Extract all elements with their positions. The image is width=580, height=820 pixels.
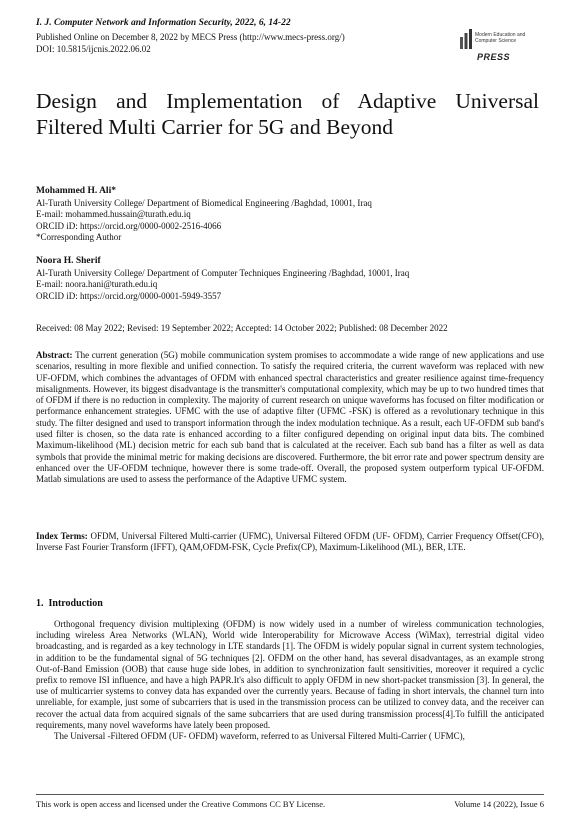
author-orcid[interactable]: ORCID iD: https://orcid.org/0000-0001-5949-3557 — [36, 290, 222, 301]
paper-title: Design and Implementation of Adaptive Universal Filtered Multi Carrier for 5G and Beyond — [36, 89, 539, 139]
author-affiliation: Al-Turath University College/ Department of Computer Techniques Engineering /Baghdad, 10001, Iraq — [36, 267, 410, 278]
license-note: This work is open access and licensed under the Creative Commons CC BY License. — [36, 799, 326, 809]
author-name: Noora H. Sherif — [36, 256, 101, 266]
mecs-press-logo — [458, 22, 538, 68]
body-paragraph: The Universal -Filtered OFDM (UF- OFDM) waveform, referred to as Universal Filtered Multi-Carrier ( UFMC), — [54, 731, 465, 742]
abstract — [36, 350, 544, 486]
section-number: 1. — [36, 598, 44, 609]
author-name: Mohammed H. Ali* — [36, 186, 116, 196]
author-affiliation: Al-Turath University College/ Department of Biomedical Engineering /Baghdad, 10001, Iraq — [36, 197, 372, 208]
footer-divider — [36, 794, 544, 795]
abstract-text: The current generation (5G) mobile communication system promises to accommodate a wide range of new applications and use scenarios, resulting in more flexible and unified connection. To satisfy the required criteria, the current waveform was replaced with new UF-OFDM, which combines the advantages of OFDM with enhanced spectral characteristics and greater resilience against time-frequency misalignments. However, its biggest disadvantage is the transmitter's computational complexity, which may be up to two hundred times that of OFDM if there is no reduction in complexity. The majority of current research on unique waveforms has focused on filter modification or performance enhancement strategies. UFMC with the use of adaptive filter (UFMC -FSK) is offered as a revolutionary technique in this study. The filter designed and used to transport information through the index modulation technique. As a result, each UF-OFDM sub band's used filter is chosen, so the data rate is enhanced according to a filter configured depending on original input data bits. The combined Maximum-likelihood (ML) decision metric for each sub band that is calculated at the receiver. Each sub band has a filter as well as data symbols that provide the minimal metric for making decisions are discovered. Furthermore, the bit error rate and power spectrum density are enhanced over the UF-OFDM technique, however there is some trade-off. Overall, the proposed system outperform typical UF-OFDM. Matlab simulations are used to assess the performance of the Adaptive UFMC system. — [36, 350, 544, 485]
index-terms — [36, 531, 544, 554]
section-title: Introduction — [48, 598, 103, 609]
abstract-label: Abstract: — [36, 350, 73, 360]
article-dates: Received: 08 May 2022; Revised: 19 September 2022; Accepted: 14 October 2022; Published: 08 December 2022 — [36, 323, 448, 333]
publisher-name: Modern Education and Computer Science — [475, 32, 526, 44]
author-block-2 — [36, 256, 546, 302]
index-terms-text: OFDM, Universal Filtered Multi-carrier (UFMC), Universal Filtered OFDM (UF- OFDM), Carrier Frequency Offset(CFO), Inverse Fast Fourier Transform (IFFT), QAM,OFDM-FSK, Cycle Prefix(CP), Maximum-Likelihood (ML), BER, LTE. — [36, 531, 545, 553]
publication-info: Published Online on December 8, 2022 by MECS Press (http://www.mecs-press.org/) — [36, 32, 345, 42]
author-email[interactable]: E-mail: noora.hani@turath.edu.iq — [36, 279, 158, 289]
author-block-1 — [36, 186, 546, 244]
publisher-press: PRESS — [477, 52, 511, 62]
index-terms-label: Index Terms: — [36, 531, 88, 541]
journal-citation: I. J. Computer Network and Information Security, 2022, 6, 14-22 — [36, 18, 291, 28]
author-email[interactable]: E-mail: mohammed.hussain@turath.edu.iq — [36, 209, 191, 219]
section-body — [36, 619, 544, 742]
doi-link[interactable]: DOI: 10.5815/ijcnis.2022.06.02 — [36, 44, 151, 54]
body-paragraph: Orthogonal frequency division multiplexing (OFDM) is now widely used in a number of wireless communication technologies, including wireless Area Networks (WLAN), World wide Interoperability for Microwave Access (WiMax), terrestrial digital video broadcasting, and is regarded as a key technology in LTE standards [1]. The OFDM is widely popular signal in current system technologies, in addition to be the fundamental signal of 5G techniques [2]. OFDM on the other hand, has several disadvantages, as an example strong Out-of-Band Emission (OOB) that cause huge side lobes, in addition to synchronization fault sensitivities, moreover it required a cyclic prefix to remove ISI influence, and have a high PAPR.It's also difficult to apply OFDM in new short-packet transmission [3]. In general, the use of multicarrier systems to convey data has expanded over the currently years. Because of fading in short intervals, the channel turn into unreliable, for example, just some of subcarriers that is used in the transmission process can be utilized to convey data, and the receiver can recover the actual data from acquired signals of the same subcarriers that are used during transmission process[4].To fulfill the anticipated requirements, many novel waveforms have lately been proposed. — [36, 619, 544, 730]
publisher-emblem-icon — [458, 28, 474, 50]
corresponding-note: *Corresponding Author — [36, 232, 122, 242]
section-heading — [36, 598, 103, 609]
volume-issue: Volume 14 (2022), Issue 6 — [454, 799, 544, 809]
author-orcid[interactable]: ORCID iD: https://orcid.org/0000-0002-2516-4066 — [36, 220, 222, 231]
